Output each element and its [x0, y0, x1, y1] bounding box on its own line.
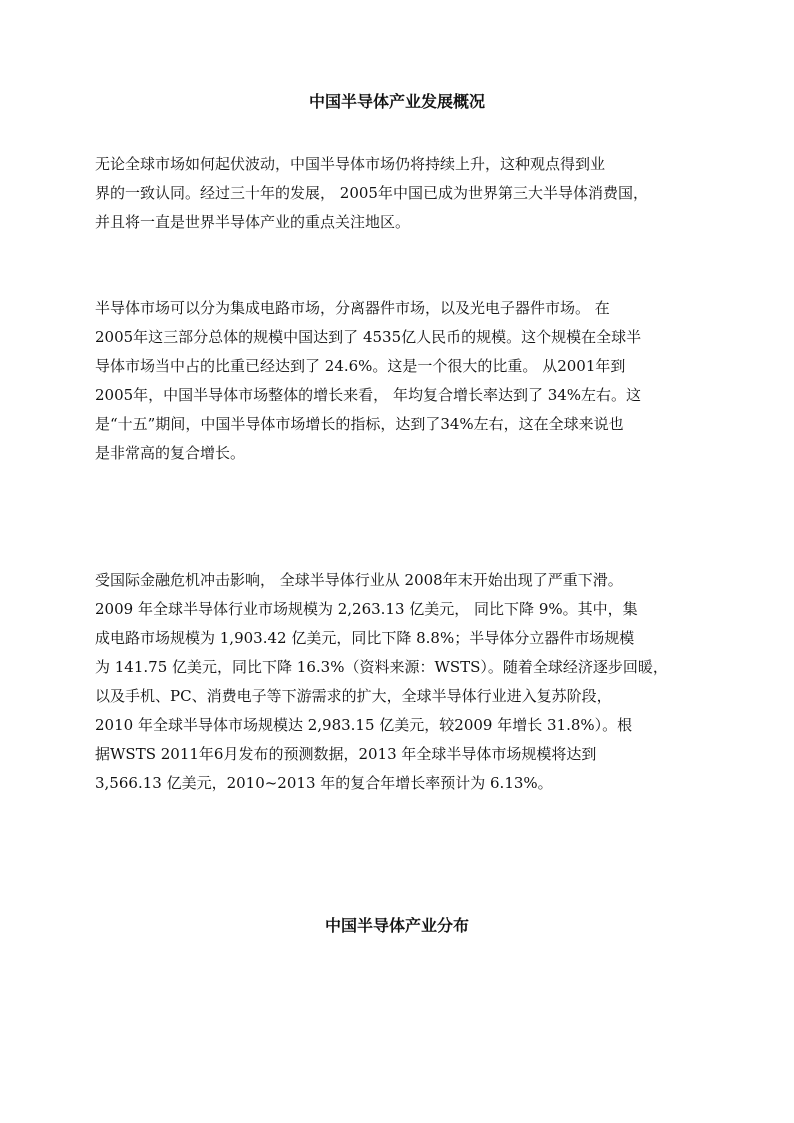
- paragraph-line: 导体市场当中占的比重已经达到了 24.6%。这是一个很大的比重。 从2001年到: [95, 357, 626, 375]
- paragraph-line: 2010 年全球半导体市场规模达 2,983.15 亿美元，较2009 年增长 31.8%）。根: [95, 716, 633, 734]
- paragraph-line: 3,566.13 亿美元，2010~2013 年的复合年增长率预计为 6.13%。: [95, 774, 553, 792]
- paragraph-line: 界的一致认同。经过三十年的发展， 2005年中国已成为世界第三大半导体消费国，: [95, 184, 648, 202]
- paragraph-2: [95, 294, 720, 468]
- paragraph-line: 无论全球市场如何起伏波动，中国半导体市场仍将持续上升，这种观点得到业: [95, 155, 606, 173]
- page-title: 中国半导体产业发展概况: [308, 92, 485, 111]
- paragraph-line: 是非常高的复合增长。: [95, 444, 246, 462]
- paragraph-line: 2009 年全球半导体行业市场规模为 2,263.13 亿美元， 同比下降 9%。其中，集: [95, 600, 638, 618]
- paragraph-3: [95, 566, 720, 798]
- paragraph-line: 据WSTS 2011年6月发布的预测数据，2013 年全球半导体市场规模将达到: [95, 745, 597, 763]
- paragraph-line: 并且将一直是世界半导体产业的重点关注地区。: [95, 213, 411, 231]
- paragraph-line: 半导体市场可以分为集成电路市场，分离器件市场，以及光电子器件市场。 在: [95, 299, 610, 317]
- paragraph-line: 2005年这三部分总体的规模中国达到了 4535亿人民币的规模。这个规模在全球半: [95, 328, 642, 346]
- paragraph-line: 是“十五”期间，中国半导体市场增长的指标，达到了34%左右，这在全球来说也: [95, 415, 624, 433]
- paragraph-line: 以及手机、PC、消费电子等下游需求的扩大，全球半导体行业进入复苏阶段，: [95, 687, 612, 705]
- paragraph-line: 2005年，中国半导体市场整体的增长来看， 年均复合增长率达到了 34%左右。这: [95, 386, 642, 404]
- paragraph-line: 受国际金融危机冲击影响， 全球半导体行业从 2008年末开始出现了严重下滑。: [95, 571, 623, 589]
- section-title: 中国半导体产业分布: [324, 916, 469, 935]
- paragraph-line: 为 141.75 亿美元，同比下降 16.3%（资料来源：WSTS）。随着全球经济逐步回暖，: [95, 658, 668, 676]
- paragraph-line: 成电路市场规模为 1,903.42 亿美元，同比下降 8.8%；半导体分立器件市场规模: [95, 629, 635, 647]
- paragraph-1: [95, 150, 720, 237]
